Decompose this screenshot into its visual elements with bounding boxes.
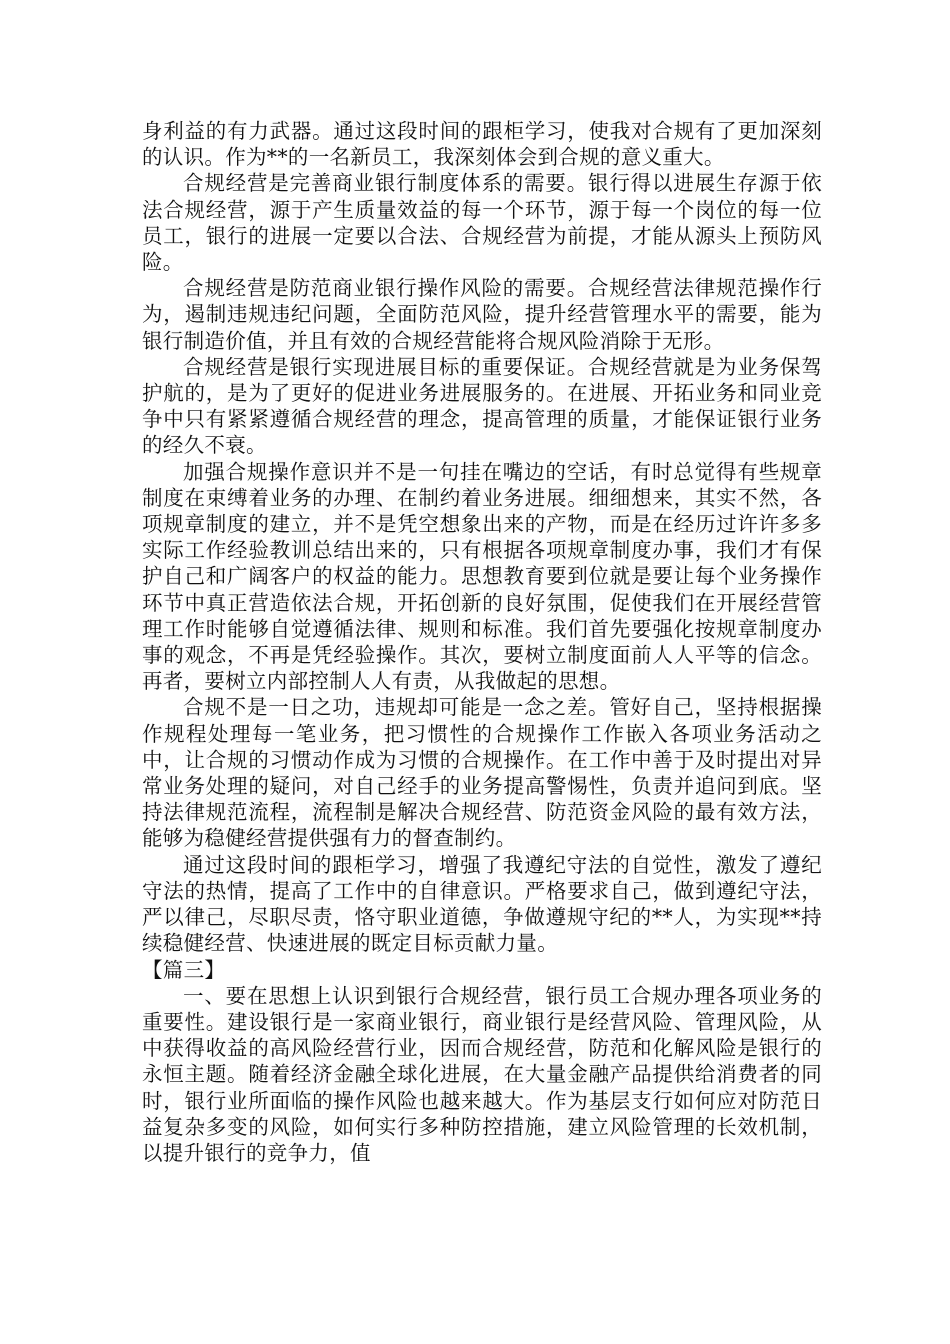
paragraph-1: 身利益的有力武器。通过这段时间的跟柜学习，使我对合规有了更加深刻的认识。作为**的一名新员工，我深刻体会到合规的意义重大。 bbox=[142, 119, 822, 170]
paragraph-3: 合规经营是防范商业银行操作风险的需要。合规经营法律规范操作行为，遏制违规违纪问题，全面防范风险，提升经营管理水平的需要，能为银行制造价值，并且有效的合规经营能将合规风险消除于无形。 bbox=[142, 276, 822, 353]
paragraph-6: 合规不是一日之功，违规却可能是一念之差。管好自己，坚持根据操作规程处理每一笔业务，把习惯性的合规操作工作嵌入各项业务活动之中，让合规的习惯动作成为习惯的合规操作。在工作中善于及时提出对异常业务处理的疑问，对自己经手的业务提高警惕性，负责并追问到底。坚持法律规范流程，流程制是解决合规经营、防范资金风险的最有效方法，能够为稳健经营提供强有力的督查制约。 bbox=[142, 695, 822, 851]
document-page bbox=[142, 118, 822, 1166]
paragraph-8: 一、要在思想上认识到银行合规经营，银行员工合规办理各项业务的重要性。建设银行是一家商业银行，商业银行是经营风险、管理风险，从中获得收益的高风险经营行业，因而合规经营，防范和化解风险是银行的永恒主题。随着经济金融全球化进展，在大量金融产品提供给消费者的同时，银行业所面临的操作风险也越来越大。作为基层支行如何应对防范日益复杂多变的风险，如何实行多种防控措施，建立风险管理的长效机制，以提升银行的竞争力，值 bbox=[142, 983, 822, 1165]
paragraph-2: 合规经营是完善商业银行制度体系的需要。银行得以进展生存源于依法合规经营，源于产生质量效益的每一个环节，源于每一个岗位的每一位员工，银行的进展一定要以合法、合规经营为前提，才能从源头上预防风险。 bbox=[142, 171, 822, 275]
section-heading: 【篇三】 bbox=[142, 957, 226, 982]
paragraph-7: 通过这段时间的跟柜学习，增强了我遵纪守法的自觉性，激发了遵纪守法的热情，提高了工作中的自律意识。严格要求自己，做到遵纪守法，严以律己，尽职尽责，恪守职业道德，争做遵规守纪的**人，为实现**持续稳健经营、快速进展的既定目标贡献力量。 bbox=[142, 852, 822, 956]
paragraph-4: 合规经营是银行实现进展目标的重要保证。合规经营就是为业务保驾护航的，是为了更好的促进业务进展服务的。在进展、开拓业务和同业竞争中只有紧紧遵循合规经营的理念，提高管理的质量，才能保证银行业务的经久不衰。 bbox=[142, 354, 822, 458]
paragraph-5: 加强合规操作意识并不是一句挂在嘴边的空话，有时总觉得有些规章制度在束缚着业务的办理、在制约着业务进展。细细想来，其实不然，各项规章制度的建立，并不是凭空想象出来的产物，而是在经历过许许多多实际工作经验教训总结出来的，只有根据各项规章制度办事，我们才有保护自己和广阔客户的权益的能力。思想教育要到位就是要让每个业务操作环节中真正营造依法合规，开拓创新的良好氛围，促使我们在开展经营管理工作时能够自觉遵循法律、规则和标准。我们首先要强化按规章制度办事的观念，不再是凭经验操作。其次，要树立制度面前人人平等的信念。再者，要树立内部控制人人有责，从我做起的思想。 bbox=[142, 459, 822, 694]
